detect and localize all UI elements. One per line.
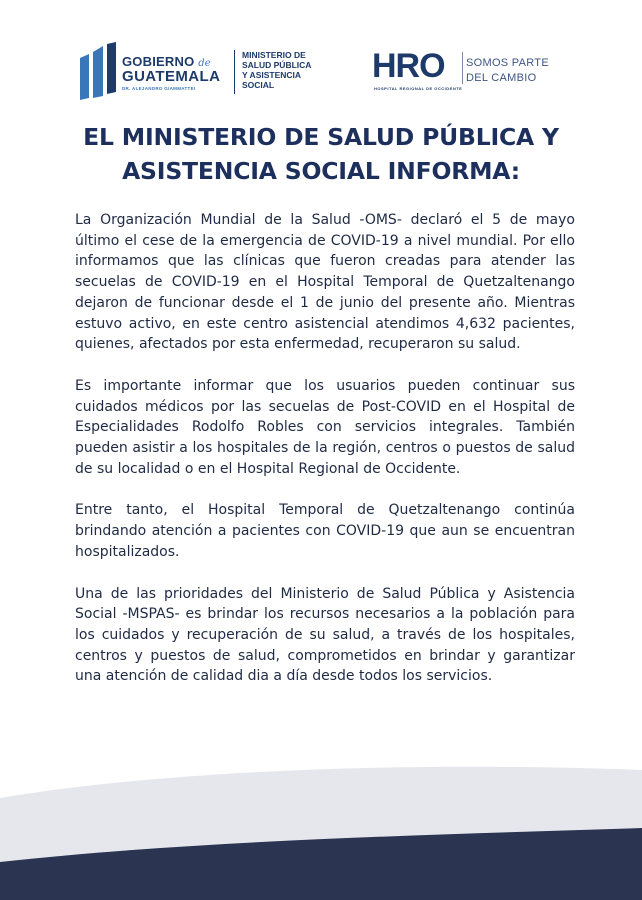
hro-slogan: SOMOS PARTE DEL CAMBIO <box>466 57 549 84</box>
logo-divider <box>234 50 235 94</box>
hro-divider <box>462 52 463 84</box>
notice-body <box>75 210 575 708</box>
page-title: EL MINISTERIO DE SALUD PÚBLICA Y ASISTENCIA SOCIAL INFORMA: <box>83 123 559 185</box>
paragraph-oms-declaration: La Organización Mundial de la Salud -OMS- declaró el 5 de mayo último el cese de la emergencia de COVID-19 a nivel mundial. Por ello informamos que las clínicas que fueron creadas para atender las secuelas de COVID-19 en el Hospital Temporal de Quetzaltenango dejaron de funcionar desde el 1 de junio del presente año. Mientras estuvo activo, en este centro asistencial atendimos 4,632 pacientes, quienes, afectados por esta enfermedad, recuperaron su salud. <box>75 212 575 353</box>
guatemala-flag-bars-icon <box>80 42 116 100</box>
paragraph-post-covid-care: Es importante informar que los usuarios pueden continuar sus cuidados médicos por las secuelas de Post-COVID en el Hospital de Especialidades Rodolfo Robles con servicios integrales. También pueden asistir a los hospitales de la región, centros o puestos de salud de su localidad o en el Hospital Regional de Occidente. <box>75 377 575 477</box>
hro-abbr: HRO <box>372 47 445 85</box>
gobierno-guatemala-logo <box>80 42 230 100</box>
gobierno-label: GOBIERNO de <box>122 54 211 69</box>
paragraph-temporary-hospital: Entre tanto, el Hospital Temporal de Quetzaltenango continúa brindando atención a pacientes con COVID-19 que aun se encuentran hospitalizados. <box>75 502 575 560</box>
decorative-waves <box>0 740 642 900</box>
ministry-name: MINISTERIO DE SALUD PÚBLICA Y ASISTENCIA SOCIAL <box>242 50 312 90</box>
paragraph-mspas-priorities: Una de las prioridades del Ministerio de Salud Pública y Asistencia Social -MSPAS- es brindar los recursos necesarios a la población para los cuidados y recuperación de su salud, a través de los hospitales, centros y puestos de salud, comprometidos en brindar y garantizar una atención de calidad dia a día desde todos los servicios. <box>75 585 575 685</box>
hro-subtitle: HOSPITAL REGIONAL DE OCCIDENTE <box>374 86 463 91</box>
hro-logo <box>372 46 562 96</box>
president-name: DR. ALEJANDRO GIAMMATTEI <box>122 86 196 91</box>
guatemala-label: GUATEMALA <box>122 68 221 85</box>
